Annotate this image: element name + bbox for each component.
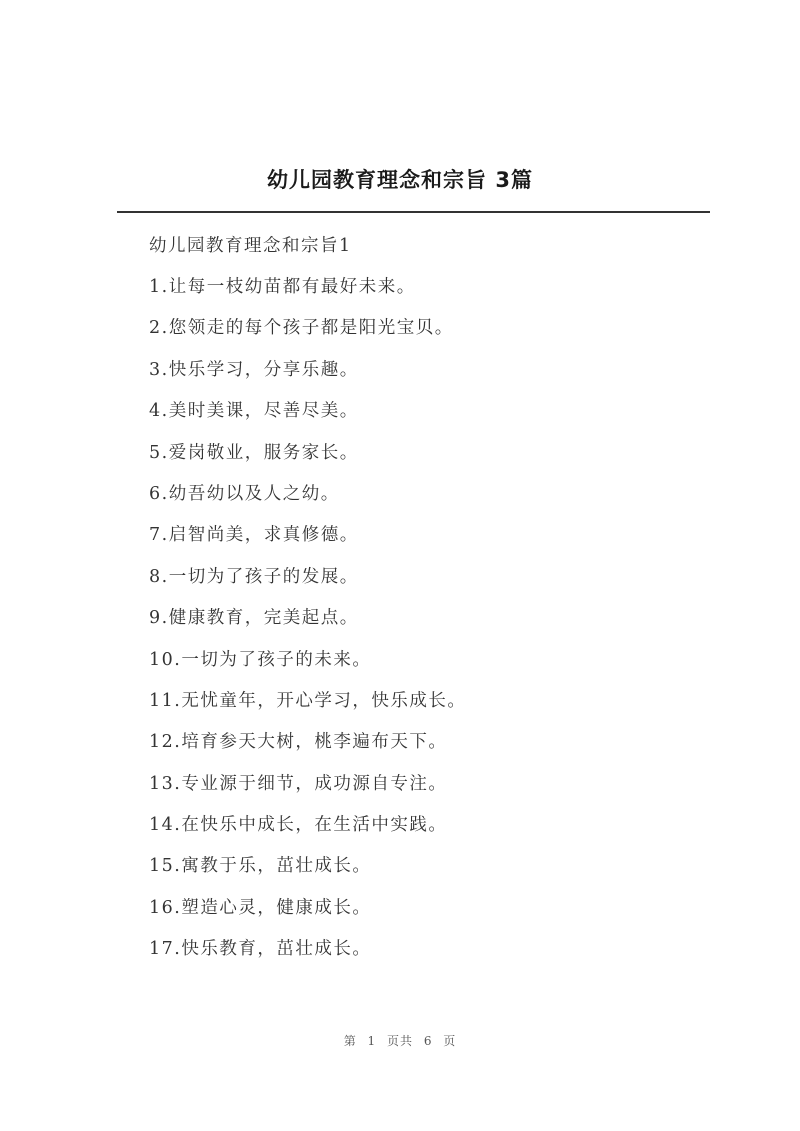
list-item: 7.启智尚美，求真修德。 <box>149 525 359 546</box>
slogan-list <box>149 272 709 976</box>
list-item: 4.美时美课，尽善尽美。 <box>149 401 359 422</box>
list-item: 16.塑造心灵，健康成长。 <box>149 897 372 918</box>
title-divider <box>117 211 710 213</box>
list-item: 5.爱岗敬业，服务家长。 <box>149 442 359 463</box>
page-number: 第 1 页共 6 页 <box>343 1034 457 1048</box>
list-item: 2.您领走的每个孩子都是阳光宝贝。 <box>149 318 454 339</box>
list-item: 1.让每一枝幼苗都有最好未来。 <box>149 277 416 297</box>
document-title: 幼儿园教育理念和宗旨 3篇 <box>267 168 533 192</box>
list-item: 12.培育参天大树，桃李遍布天下。 <box>149 732 448 753</box>
list-item: 13.专业源于细节，成功源自专注。 <box>149 773 448 794</box>
section-heading: 幼儿园教育理念和宗旨1 <box>149 236 352 256</box>
list-item: 11.无忧童年，开心学习，快乐成长。 <box>149 690 467 711</box>
list-item: 10.一切为了孩子的未来。 <box>149 649 372 670</box>
list-item: 9.健康教育，完美起点。 <box>149 608 359 629</box>
list-item: 14.在快乐中成长，在生活中实践。 <box>149 815 448 836</box>
list-item: 3.快乐学习，分享乐趣。 <box>149 359 359 380</box>
list-item: 6.幼吾幼以及人之幼。 <box>149 483 340 504</box>
list-item: 15.寓教于乐，茁壮成长。 <box>149 856 372 877</box>
list-item: 17.快乐教育，茁壮成长。 <box>149 939 372 960</box>
document-body <box>149 231 709 976</box>
list-item: 8.一切为了孩子的发展。 <box>149 566 359 587</box>
